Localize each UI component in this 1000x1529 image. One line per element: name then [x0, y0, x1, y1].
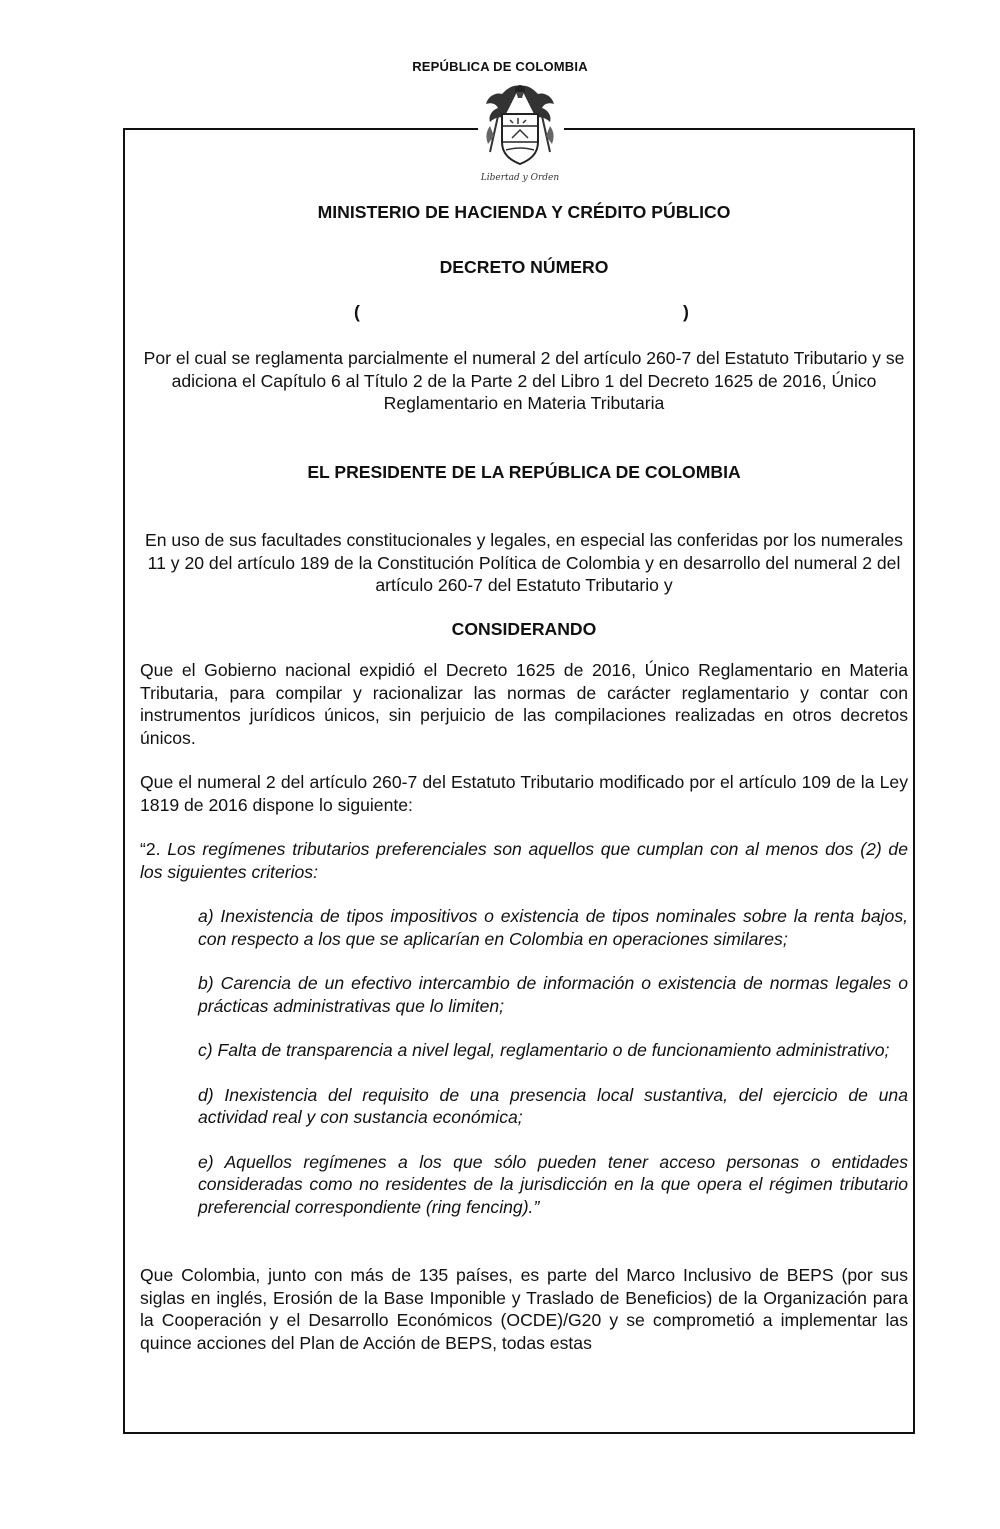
criterion-a: a) Inexistencia de tipos impositivos o existencia de tipos nominales sobre la renta bajos, con respecto a los que se aplicarían en Colombia en operaciones similares; — [198, 906, 908, 949]
decree-number-placeholder — [140, 301, 908, 325]
authority-title: EL PRESIDENTE DE LA REPÚBLICA DE COLOMBIA — [307, 461, 741, 482]
quote-intro — [140, 838, 908, 883]
decree-body — [140, 198, 908, 1354]
decree-summary: Por el cual se reglamenta parcialmente el numeral 2 del artículo 260-7 del Estatuto Tributario y se adiciona el Capítulo 6 al Título 2 de la Parte 2 del Libro 1 del Decreto 1625 de 2016, Único Reglamentario en Materia Tributaria — [143, 348, 905, 413]
criterion-c: c) Falta de transparencia a nivel legal, reglamentario o de funcionamiento administrativo; — [198, 1040, 890, 1060]
coat-of-arms-seal — [472, 80, 568, 186]
criterion-d: d) Inexistencia del requisito de una presencia local sustantiva, del ejercicio de una actividad real y con sustancia económica; — [198, 1084, 908, 1127]
criterion-b: b) Carencia de un efectivo intercambio de información o existencia de normas legales o prácticas administrativas que lo limiten; — [198, 973, 908, 1016]
considerando-title: CONSIDERANDO — [451, 618, 597, 639]
close-paren: ) — [683, 302, 689, 322]
ministry-title: MINISTERIO DE HACIENDA Y CRÉDITO PÚBLICO — [317, 202, 731, 222]
powers-paragraph: En uso de sus facultades constitucionales y legales, en especial las conferidas por los numerales 11 y 20 del artículo 189 de la Constitución Política de Colombia y en desarrollo del numeral 2 del artículo 260-7 del Estatuto Tributario y — [145, 530, 903, 595]
paragraph-1: Que el Gobierno nacional expidió el Decreto 1625 de 2016, Único Reglamentario en Materia Tributaria, para compilar y racionalizar las normas de carácter reglamentario y contar con instrumentos jurídicos únicos, sin perjuicio de las compilaciones realizadas en otros decretos únicos. — [140, 660, 908, 748]
paragraph-2: Que el numeral 2 del artículo 260-7 del Estatuto Tributario modificado por el artículo 109 de la Ley 1819 de 2016 dispone lo siguiente: — [140, 772, 908, 815]
criterion-e: e) Aquellos regímenes a los que sólo pueden tener acceso personas o entidades consideradas como no residentes de la jurisdicción en la que opera el régimen tributario preferencial correspondiente (ring fencing).” — [198, 1151, 908, 1217]
seal-motto: Libertad y Orden — [480, 173, 560, 183]
quote-intro-text: Los regímenes tributarios preferenciales son aquellos que cumplan con al menos dos (2) de los siguientes criterios: — [140, 839, 909, 882]
country-header: REPÚBLICA DE COLOMBIA — [412, 59, 588, 74]
decree-number-label: DECRETO NÚMERO — [439, 256, 609, 277]
quote-prefix: “2. — [140, 839, 168, 859]
paragraph-3: Que Colombia, junto con más de 135 países, es parte del Marco Inclusivo de BEPS (por sus siglas en inglés, Erosión de la Base Imponible y Traslado de Beneficios) de la Organización para la Cooperación y el Desarrollo Económicos (OCDE)/G20 y se comprometió a implementar las quince acciones del Plan de Acción de BEPS, todas estas — [140, 1265, 908, 1353]
open-paren: ( — [354, 302, 360, 322]
